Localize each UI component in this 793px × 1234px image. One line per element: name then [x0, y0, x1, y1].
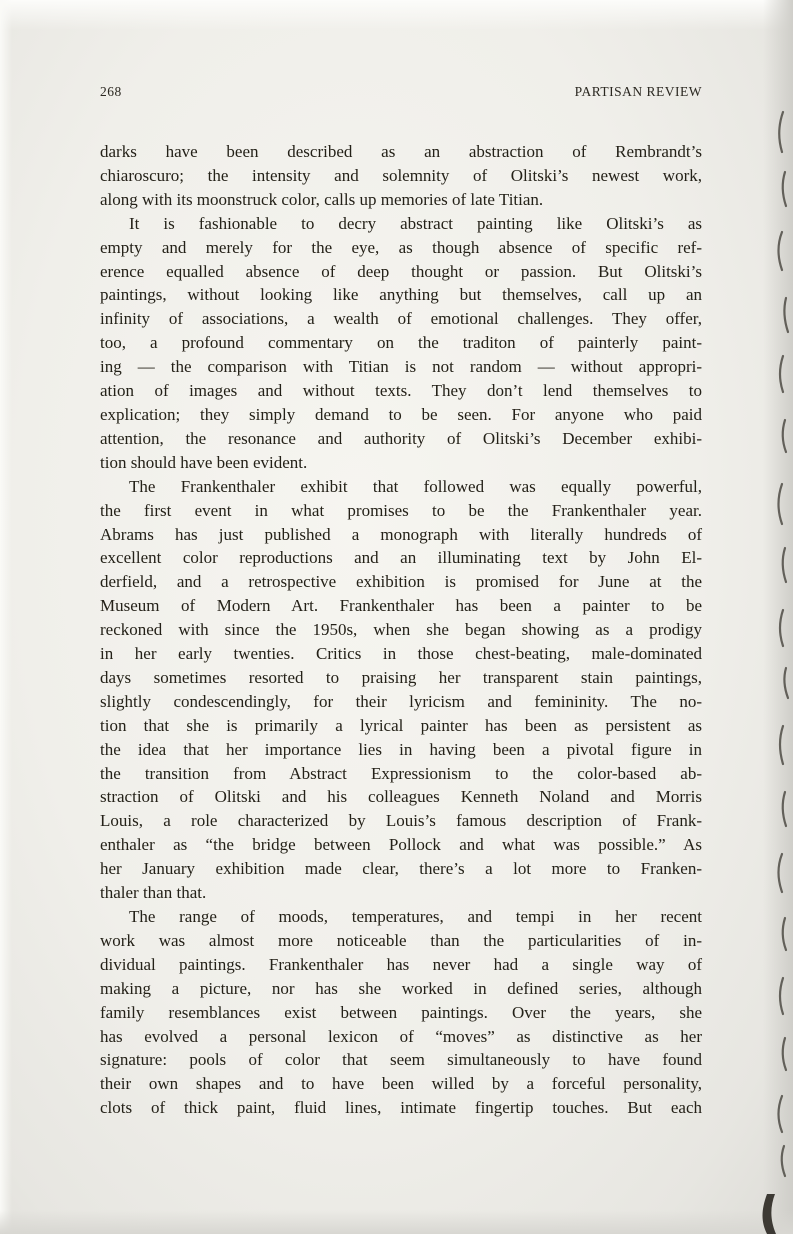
text-line: derfield, and a retrospective exhibition is promised for June at the: [100, 572, 702, 592]
text-line: the idea that her importance lies in having been a pivotal figure in: [100, 739, 702, 759]
text-line: making a picture, nor has she worked in defined series, although: [100, 978, 702, 998]
text-line: the first event in what promises to be the Frankenthaler year.: [100, 500, 702, 520]
text-line: her January exhibition made clear, there’s a lot more to Franken-: [100, 859, 702, 879]
text-line: erence equalled absence of deep thought or passion. But Olitski’s: [100, 261, 702, 281]
text-line: dividual paintings. Frankenthaler has never had a single way of: [100, 954, 702, 974]
text-line: has evolved a personal lexicon of “moves” as distinctive as her: [100, 1026, 702, 1046]
page-edge-left: [0, 0, 12, 1234]
text-line: along with its moonstruck color, calls up memories of late Titian.: [100, 189, 544, 209]
journal-title: PARTISAN REVIEW: [574, 84, 702, 99]
text-line: The Frankenthaler exhibit that followed was equally powerful,: [129, 476, 702, 496]
text-line: straction of Olitski and his colleagues Kenneth Noland and Morris: [100, 787, 702, 807]
text-line: too, a profound commentary on the traditon of painterly paint-: [100, 333, 702, 353]
text-line: excellent color reproductions and an illuminating text by John El-: [100, 548, 702, 568]
text-line: darks have been described as an abstraction of Rembrandt’s: [100, 142, 702, 161]
text-line: signature: pools of color that seem simultaneously to have found: [100, 1050, 702, 1070]
text-line: tion should have been evident.: [100, 452, 308, 472]
text-line: clots of thick paint, fluid lines, intimate fingertip touches. But each: [100, 1098, 702, 1118]
text-line: chiaroscuro; the intensity and solemnity of Olitski’s newest work,: [100, 165, 702, 185]
text-line: enthaler as “the bridge between Pollock and what was possible.” As: [100, 835, 702, 855]
text-line: reckoned with since the 1950s, when she began showing as a prodigy: [100, 620, 702, 640]
page-edge-bottom: [0, 1210, 793, 1234]
paragraph: [100, 212, 702, 475]
text-line: Louis, a role characterized by Louis’s famous description of Frank-: [100, 811, 702, 831]
text-line: thaler than that.: [100, 883, 207, 903]
text-line: infinity of associations, a wealth of emotional challenges. They offer,: [100, 309, 702, 329]
text-line: Museum of Modern Art. Frankenthaler has been a painter to be: [100, 596, 702, 616]
text-block: [100, 140, 702, 1120]
text-line: attention, the resonance and authority of Olitski’s December exhibi-: [100, 428, 702, 448]
text-line: paintings, without looking like anything but themselves, call up an: [100, 285, 702, 305]
text-line: Abrams has just published a monograph with literally hundreds of: [100, 524, 702, 544]
text-line: days sometimes resorted to praising her transparent stain paintings,: [100, 667, 702, 687]
text-line: tion that she is primarily a lyrical painter has been as persistent as: [100, 715, 702, 735]
text-line: explication; they simply demand to be seen. For anyone who paid: [100, 404, 702, 424]
text-line: family resemblances exist between paintings. Over the years, she: [100, 1002, 702, 1022]
text-line: in her early twenties. Critics in those chest-beating, male-dominated: [100, 644, 702, 664]
text-line: slightly condescendingly, for their lyricism and femininity. The no-: [100, 691, 702, 711]
paragraph: [100, 140, 702, 212]
paragraph: [100, 475, 702, 905]
page-edge-top: [0, 0, 793, 30]
text-line: empty and merely for the eye, as though absence of specific ref-: [100, 237, 702, 257]
paragraph: [100, 905, 702, 1120]
text-line: ation of images and without texts. They don’t lend themselves to: [100, 381, 702, 401]
text-line: The range of moods, temperatures, and tempi in her recent: [129, 907, 702, 926]
text-line: It is fashionable to decry abstract painting like Olitski’s as: [129, 213, 702, 233]
page-header: [100, 84, 702, 100]
page-number: 268: [100, 84, 122, 99]
text-line: the transition from Abstract Expressionism to the color-based ab-: [100, 763, 702, 783]
binding-marks: [759, 0, 793, 1234]
text-line: work was almost more noticeable than the particularities of in-: [100, 930, 702, 950]
text-line: ing — the comparison with Titian is not random — without appropri-: [100, 357, 702, 377]
text-line: their own shapes and to have been willed by a forceful personality,: [100, 1074, 702, 1094]
